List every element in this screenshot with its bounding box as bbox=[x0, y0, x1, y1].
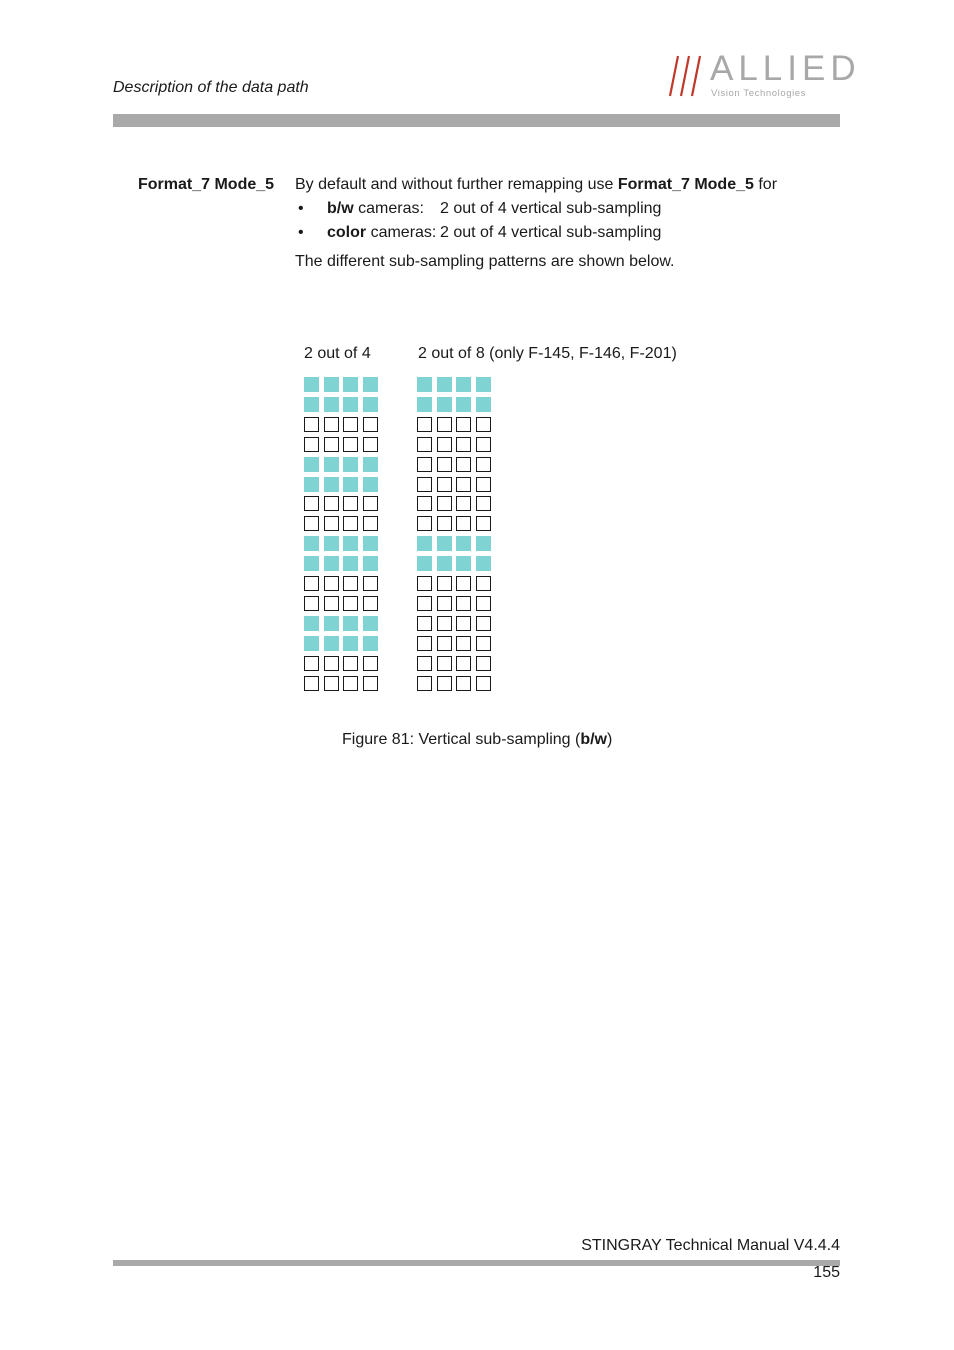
pixel-skipped bbox=[324, 496, 339, 511]
pixel-skipped bbox=[363, 437, 378, 452]
pixel-skipped bbox=[343, 437, 358, 452]
pixel-skipped bbox=[417, 417, 432, 432]
pixel-skipped bbox=[304, 576, 319, 591]
pixel-skipped bbox=[476, 576, 491, 591]
bullet-value: 2 out of 4 vertical sub-sampling bbox=[440, 200, 662, 217]
pixel-sampled bbox=[363, 616, 378, 631]
pixel-skipped bbox=[476, 676, 491, 691]
pixel-skipped bbox=[417, 516, 432, 531]
allied-logo bbox=[668, 49, 861, 102]
pixel-sampled bbox=[417, 536, 432, 551]
pixel-skipped bbox=[456, 516, 471, 531]
intro-mode: Format_7 Mode_5 bbox=[617, 176, 754, 193]
pixel-sampled bbox=[304, 556, 319, 571]
intro-prefix: By default and without further remapping use bbox=[295, 176, 618, 193]
pixel-skipped bbox=[476, 636, 491, 651]
pixel-sampled bbox=[304, 636, 319, 651]
pixel-skipped bbox=[437, 417, 452, 432]
pixel-skipped bbox=[363, 576, 378, 591]
pixel-skipped bbox=[417, 676, 432, 691]
pixel-skipped bbox=[304, 417, 319, 432]
pixel-skipped bbox=[304, 676, 319, 691]
bullet-value: 2 out of 4 vertical sub-sampling bbox=[440, 224, 662, 241]
pixel-sampled bbox=[363, 377, 378, 392]
pixel-sampled bbox=[476, 377, 491, 392]
pixel-sampled bbox=[324, 377, 339, 392]
pixel-skipped bbox=[476, 417, 491, 432]
footer-divider bbox=[113, 1260, 840, 1266]
pixel-skipped bbox=[456, 656, 471, 671]
pixel-skipped bbox=[343, 596, 358, 611]
pixel-skipped bbox=[363, 417, 378, 432]
pixel-sampled bbox=[456, 397, 471, 412]
pixel-skipped bbox=[437, 477, 452, 492]
pixel-sampled bbox=[476, 397, 491, 412]
intro-suffix: for bbox=[753, 176, 778, 193]
page-number: 155 bbox=[813, 1264, 840, 1281]
pixel-sampled bbox=[324, 457, 339, 472]
pixel-skipped bbox=[417, 437, 432, 452]
pixel-skipped bbox=[437, 676, 452, 691]
bullet-camera-type: color bbox=[327, 224, 367, 241]
pixel-skipped bbox=[343, 417, 358, 432]
pixel-sampled bbox=[343, 477, 358, 492]
figure-caption bbox=[342, 731, 612, 749]
pixel-sampled bbox=[363, 556, 378, 571]
bullet-dot-icon: • bbox=[298, 224, 304, 241]
pixel-skipped bbox=[476, 516, 491, 531]
pixel-sampled bbox=[437, 556, 452, 571]
header-title: Description of the data path bbox=[113, 79, 309, 96]
pixel-skipped bbox=[437, 576, 452, 591]
pixel-skipped bbox=[304, 496, 319, 511]
pixel-skipped bbox=[324, 437, 339, 452]
pixel-skipped bbox=[324, 656, 339, 671]
pixel-skipped bbox=[456, 457, 471, 472]
bullet-camera-suffix: cameras: bbox=[353, 200, 424, 217]
pixel-skipped bbox=[476, 457, 491, 472]
pixel-skipped bbox=[363, 596, 378, 611]
pixel-skipped bbox=[456, 496, 471, 511]
pixel-skipped bbox=[363, 496, 378, 511]
pixel-skipped bbox=[417, 477, 432, 492]
pixel-sampled bbox=[363, 457, 378, 472]
pixel-sampled bbox=[363, 477, 378, 492]
pixel-sampled bbox=[304, 457, 319, 472]
pixel-skipped bbox=[324, 576, 339, 591]
caption-bold: b/w bbox=[580, 731, 607, 748]
footer-manual-title: STINGRAY Technical Manual V4.4.4 bbox=[581, 1237, 840, 1254]
pixel-sampled bbox=[417, 556, 432, 571]
pixel-skipped bbox=[437, 636, 452, 651]
pixel-skipped bbox=[324, 596, 339, 611]
logo-slashes-icon bbox=[668, 54, 710, 98]
section-label: Format_7 Mode_5 bbox=[138, 176, 275, 193]
pixel-skipped bbox=[476, 477, 491, 492]
pixel-sampled bbox=[476, 556, 491, 571]
pixel-sampled bbox=[456, 377, 471, 392]
pixel-skipped bbox=[343, 516, 358, 531]
pixel-sampled bbox=[343, 556, 358, 571]
pixel-sampled bbox=[476, 536, 491, 551]
pixel-skipped bbox=[456, 437, 471, 452]
pixel-skipped bbox=[343, 676, 358, 691]
pixel-sampled bbox=[437, 377, 452, 392]
bullet-label bbox=[327, 224, 436, 242]
pixel-sampled bbox=[304, 536, 319, 551]
bullet-camera-suffix: cameras: bbox=[366, 224, 437, 241]
pixel-skipped bbox=[437, 516, 452, 531]
pixel-skipped bbox=[437, 496, 452, 511]
caption-prefix: Figure 81: Vertical sub-sampling ( bbox=[342, 731, 581, 748]
pixel-skipped bbox=[363, 516, 378, 531]
logo-tagline: Vision Technologies bbox=[711, 88, 807, 99]
pattern-label-2-of-4: 2 out of 4 bbox=[304, 345, 371, 362]
patterns-note: The different sub-sampling patterns are shown below. bbox=[295, 253, 675, 270]
bullet-dot-icon: • bbox=[298, 200, 304, 217]
pixel-sampled bbox=[437, 397, 452, 412]
pixel-sampled bbox=[456, 536, 471, 551]
pixel-skipped bbox=[343, 496, 358, 511]
pixel-skipped bbox=[437, 457, 452, 472]
caption-suffix: ) bbox=[607, 731, 613, 748]
pixel-skipped bbox=[476, 656, 491, 671]
pixel-sampled bbox=[417, 397, 432, 412]
pixel-sampled bbox=[343, 616, 358, 631]
pixel-skipped bbox=[304, 437, 319, 452]
pixel-sampled bbox=[343, 536, 358, 551]
pixel-sampled bbox=[363, 397, 378, 412]
pixel-sampled bbox=[343, 457, 358, 472]
pixel-skipped bbox=[304, 656, 319, 671]
pixel-skipped bbox=[363, 676, 378, 691]
pixel-skipped bbox=[456, 616, 471, 631]
pixel-skipped bbox=[437, 437, 452, 452]
pixel-skipped bbox=[363, 656, 378, 671]
intro-paragraph bbox=[295, 176, 777, 194]
pixel-skipped bbox=[417, 457, 432, 472]
pixel-skipped bbox=[456, 477, 471, 492]
logo-wordmark: ALLIED bbox=[710, 49, 861, 88]
pixel-skipped bbox=[304, 516, 319, 531]
pixel-sampled bbox=[324, 477, 339, 492]
pattern-label-2-of-8: 2 out of 8 (only F-145, F-146, F-201) bbox=[418, 345, 677, 362]
pixel-sampled bbox=[343, 397, 358, 412]
pixel-sampled bbox=[304, 397, 319, 412]
pixel-skipped bbox=[476, 496, 491, 511]
pixel-sampled bbox=[363, 536, 378, 551]
pixel-skipped bbox=[417, 496, 432, 511]
pixel-skipped bbox=[417, 576, 432, 591]
pixel-skipped bbox=[324, 417, 339, 432]
pixel-sampled bbox=[304, 616, 319, 631]
header-divider bbox=[113, 114, 840, 127]
pixel-skipped bbox=[456, 576, 471, 591]
pixel-sampled bbox=[324, 636, 339, 651]
pixel-skipped bbox=[343, 656, 358, 671]
pixel-sampled bbox=[417, 377, 432, 392]
pixel-skipped bbox=[324, 676, 339, 691]
pixel-skipped bbox=[417, 636, 432, 651]
pixel-skipped bbox=[437, 616, 452, 631]
pixel-sampled bbox=[363, 636, 378, 651]
pixel-skipped bbox=[343, 576, 358, 591]
pixel-skipped bbox=[476, 616, 491, 631]
bullet-label bbox=[327, 200, 424, 218]
pixel-skipped bbox=[456, 596, 471, 611]
pixel-skipped bbox=[437, 656, 452, 671]
pixel-sampled bbox=[324, 397, 339, 412]
pixel-sampled bbox=[304, 377, 319, 392]
pixel-sampled bbox=[324, 536, 339, 551]
pixel-sampled bbox=[456, 556, 471, 571]
pixel-sampled bbox=[304, 477, 319, 492]
pixel-skipped bbox=[476, 437, 491, 452]
pixel-skipped bbox=[417, 616, 432, 631]
pixel-skipped bbox=[417, 596, 432, 611]
pixel-skipped bbox=[456, 417, 471, 432]
pixel-skipped bbox=[304, 596, 319, 611]
pixel-skipped bbox=[324, 516, 339, 531]
pixel-sampled bbox=[343, 636, 358, 651]
pixel-skipped bbox=[437, 596, 452, 611]
pixel-skipped bbox=[476, 596, 491, 611]
pixel-sampled bbox=[437, 536, 452, 551]
pixel-skipped bbox=[456, 636, 471, 651]
bullet-camera-type: b/w bbox=[327, 200, 354, 217]
pixel-skipped bbox=[417, 656, 432, 671]
pixel-sampled bbox=[324, 556, 339, 571]
pixel-sampled bbox=[343, 377, 358, 392]
pixel-sampled bbox=[324, 616, 339, 631]
pixel-skipped bbox=[456, 676, 471, 691]
